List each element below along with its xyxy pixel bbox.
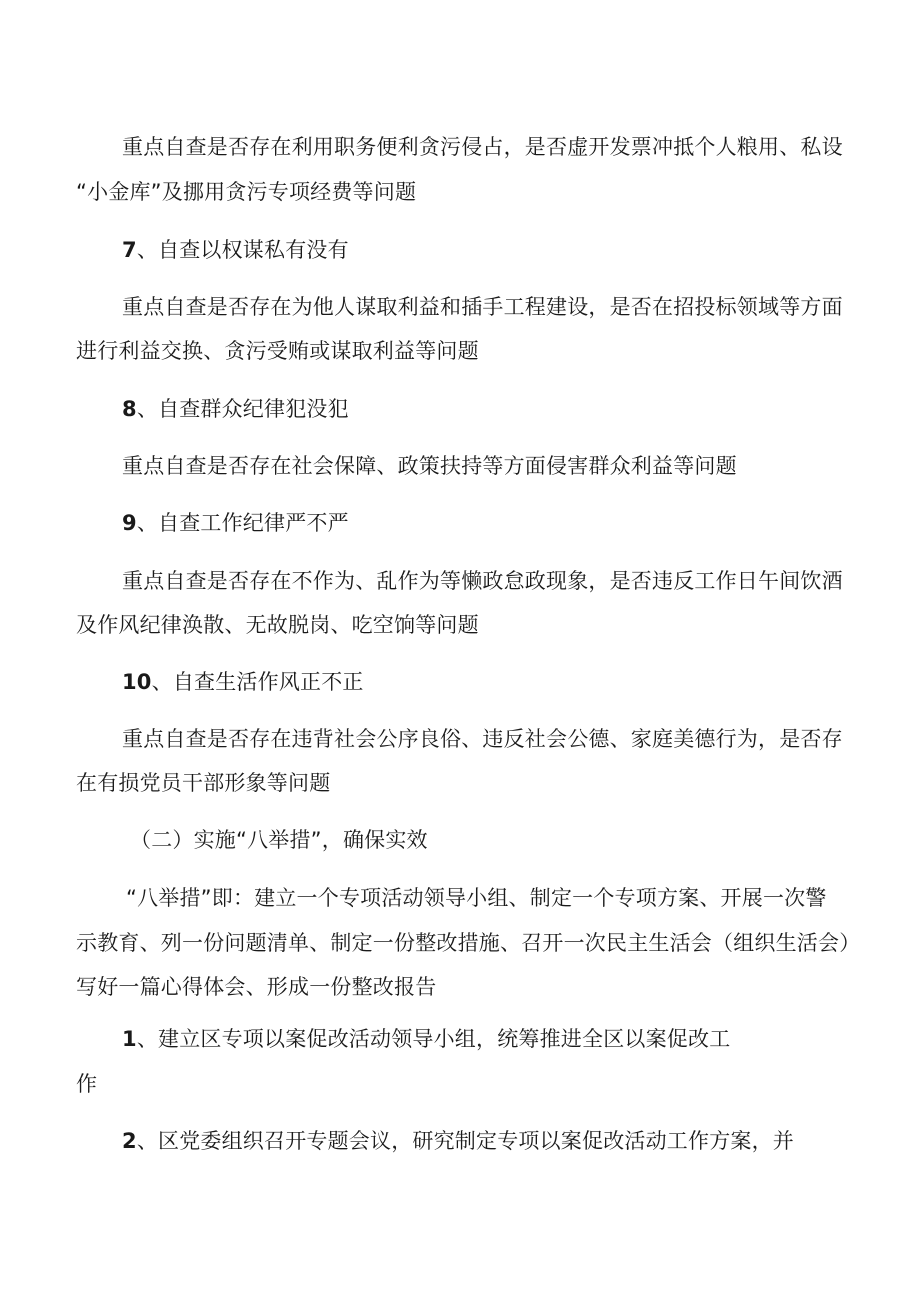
heading-9	[122, 509, 349, 537]
heading-8-title: 、自查群众纪律犯没犯	[136, 397, 349, 421]
para-2-line-2: 进行利益交换、贪污受贿或谋取利益等问题	[76, 339, 479, 363]
para-6-line-3: 写好一篇心得体会、形成一份整改报告	[76, 975, 437, 999]
heading-10	[122, 668, 364, 696]
section-heading: （二）实施“八举措”，确保实效	[130, 828, 428, 852]
heading-8-number: 8	[122, 397, 137, 421]
heading-7	[122, 236, 349, 264]
item-1-number: 1	[122, 1027, 137, 1051]
para-5-line-2: 在有损党员干部形象等问题	[76, 771, 331, 795]
para-3-line-1: 重点自查是否存在社会保障、政策扶持等方面侵害群众利益等问题	[122, 454, 737, 478]
para-6-line-2: 示教育、列一份问题清单、制定一份整改措施、召开一次民主生活会（组织生活会）	[76, 931, 861, 955]
heading-10-title: 、自查生活作风正不正	[151, 670, 364, 694]
heading-8	[122, 395, 349, 423]
para-1-line-1: 重点自查是否存在利用职务便利贪污侵占，是否虚开发票冲抵个人粮用、私设	[122, 135, 843, 159]
para-5-line-1: 重点自查是否存在违背社会公序良俗、违反社会公德、家庭美德行为，是否存	[122, 727, 843, 751]
item-2-title: 、区党委组织召开专题会议，研究制定专项以案促改活动工作方案，并	[136, 1129, 795, 1153]
heading-10-number: 10	[122, 670, 152, 694]
item-1	[122, 1025, 730, 1053]
item-1-title: 、建立区专项以案促改活动领导小组，统筹推进全区以案促改工	[136, 1027, 731, 1051]
para-1-line-2: “小金库”及挪用贪污专项经费等问题	[76, 180, 417, 204]
item-2-number: 2	[122, 1129, 137, 1153]
heading-9-number: 9	[122, 511, 137, 535]
heading-9-title: 、自查工作纪律严不严	[136, 511, 349, 535]
para-6-line-1: “八举措”即：建立一个专项活动领导小组、制定一个专项方案、开展一次警	[126, 886, 827, 910]
para-4-line-1: 重点自查是否存在不作为、乱作为等懒政怠政现象，是否违反工作日午间饮酒	[122, 569, 843, 593]
para-2-line-1: 重点自查是否存在为他人谋取利益和插手工程建设，是否在招投标领域等方面	[122, 295, 843, 319]
item-1-line-2: 作	[76, 1072, 98, 1096]
heading-7-number: 7	[122, 238, 137, 262]
item-2	[122, 1127, 794, 1155]
para-4-line-2: 及作风纪律涣散、无故脱岗、吃空饷等问题	[76, 613, 479, 637]
heading-7-title: 、自查以权谋私有没有	[136, 238, 349, 262]
